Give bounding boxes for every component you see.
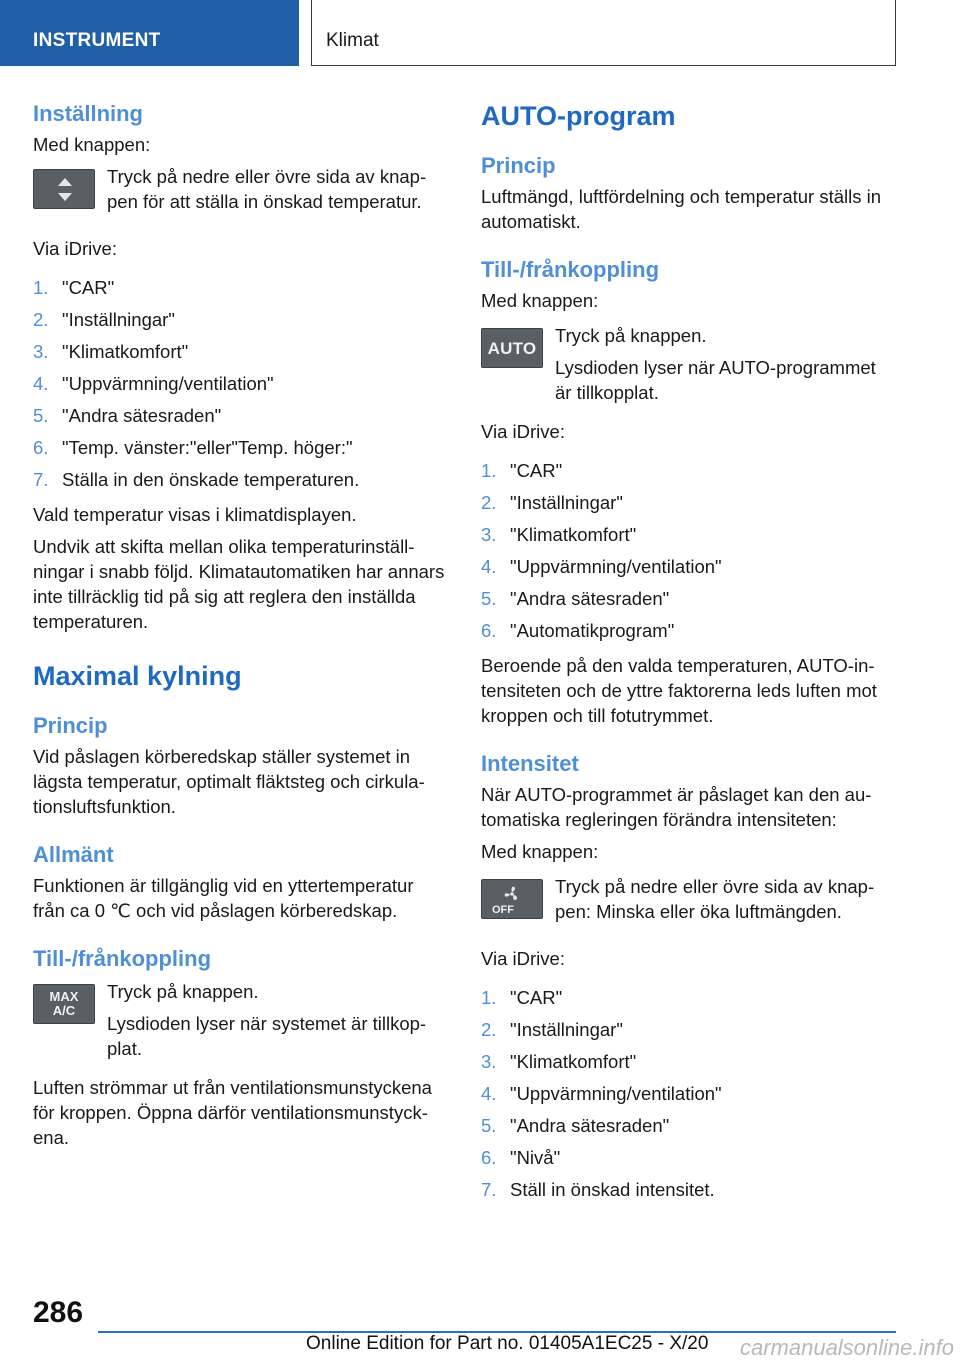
left-column [33,100,448,1157]
list-item: 3. "Klimatkomfort" [481,1051,637,1072]
via-idrive-label: Via iDrive: [33,238,117,259]
list-item: 4. "Uppvärmning/ventilation" [33,373,274,394]
list-item: 7. Ställa in den önskade temperaturen. [33,469,360,490]
principle-text: Vid påslagen körberedskap ställer systemet in lägsta temperatur, optimalt fläktsteg och cirkulationsluftsfunktion. [33,746,425,817]
list-item: 1. "CAR" [481,987,563,1008]
via-idrive-label: Via iDrive: [481,421,565,442]
with-button-text: Med knappen: [33,134,151,155]
heading-intensity: Intensitet [481,751,579,776]
with-button-text: Med knappen: [481,841,599,862]
chapter-box [311,0,896,66]
list-item: 6. "Temp. vänster:"eller"Temp. höger:" [33,437,353,458]
list-item: 7. Ställ in önskad intensitet. [481,1179,715,1200]
fan-button-icon [481,879,543,919]
list-item: 2. "Inställningar" [33,309,175,330]
intensity-text: När AUTO-programmet är påslaget kan den automatiska regleringen förändra intensiteten: [481,784,872,830]
principle-text: Luftmängd, luftfördelning och temperatur ställs in automatiskt. [481,186,882,232]
auto-press-text: Tryck på knappen. [555,325,707,346]
fan-button-text: Tryck på nedre eller övre sida av knappen: Minska eller öka luftmängden. [555,876,875,922]
heading-principle: Princip [481,153,556,178]
temp-button-text: Tryck på nedre eller övre sida av knappen för att ställa in önskad temperatur. [107,166,427,212]
section-tab [0,0,299,66]
max-ac-button-row [33,979,448,1061]
list-item: 4. "Uppvärmning/ventilation" [481,556,722,577]
list-item: 5. "Andra sätesraden" [481,588,670,609]
heading-max-cooling: Maximal kylning [33,661,242,691]
list-item: 2. "Inställningar" [481,1019,623,1040]
via-idrive-label: Via iDrive: [481,948,565,969]
heading-onoff: Till-/frånkoppling [481,257,660,282]
idrive-steps-temp [33,275,448,495]
page-number: 286 [33,1296,84,1329]
max-ac-press-text: Tryck på knappen. [107,981,259,1002]
with-button-text: Med knappen: [481,290,599,311]
idrive-steps-intensity [481,985,896,1209]
list-item: 1. "CAR" [481,460,563,481]
auto-button-icon: AUTO [481,328,543,368]
list-item: 3. "Klimatkomfort" [481,524,637,545]
max-ac-button-icon: MAX A/C [33,984,95,1024]
edition-text: Online Edition for Part no. 01405A1EC25 - X/20 [306,1333,709,1354]
watermark: carmanualsonline.info [739,1335,954,1360]
air-flow-text: Luften strömmar ut från ventilationsmunstyckena för kroppen. Öppna därför ventilationsmunstyckena. [33,1077,432,1148]
list-item: 2. "Inställningar" [481,492,623,513]
list-item: 1. "CAR" [33,277,115,298]
list-item: 4. "Uppvärmning/ventilation" [481,1083,722,1104]
list-item: 6. "Automatikprogram" [481,620,675,641]
max-ac-led-text: Lysdioden lyser när systemet är tillkopplat. [107,1013,427,1059]
temp-button-row [33,164,448,222]
temp-switch-warning: Undvik att skifta mellan olika temperaturinställningar i snabb följd. Klimatautomatiken har annars inte tillräcklig tid på sig att reglera den inställda temperaturen. [33,536,445,632]
right-column [481,100,896,1216]
heading-auto-program: AUTO-program [481,101,676,131]
auto-airflow-text: Beroende på den valda temperaturen, AUTO-intensiteten och de yttre faktorerna leds luften mot kroppen och till fotutrymmet. [481,655,877,726]
list-item: 5. "Andra sätesraden" [481,1115,670,1136]
general-text: Funktionen är tillgänglig vid en yttertemperatur från ca 0 ℃ och vid påslagen körberedskap. [33,875,414,921]
temp-display-note: Vald temperatur visas i klimatdisplayen. [33,504,357,525]
fan-icon [500,884,524,904]
temperature-updown-button-icon [33,169,95,209]
auto-button-row [481,323,896,405]
section-label: INSTRUMENT [33,30,161,51]
heading-onoff: Till-/frånkoppling [33,946,212,971]
auto-led-text: Lysdioden lyser när AUTO-programmet är tillkopplat. [555,357,876,403]
page-header [0,0,960,66]
heading-setting: Inställning [33,101,143,126]
idrive-steps-auto [481,458,896,646]
fan-off-label: OFF [492,904,514,916]
fan-button-row [481,874,896,932]
heading-principle: Princip [33,713,108,738]
chapter-label: Klimat [326,30,379,51]
heading-general: Allmänt [33,842,114,867]
list-item: 5. "Andra sätesraden" [33,405,222,426]
list-item: 6. "Nivå" [481,1147,561,1168]
list-item: 3. "Klimatkomfort" [33,341,189,362]
